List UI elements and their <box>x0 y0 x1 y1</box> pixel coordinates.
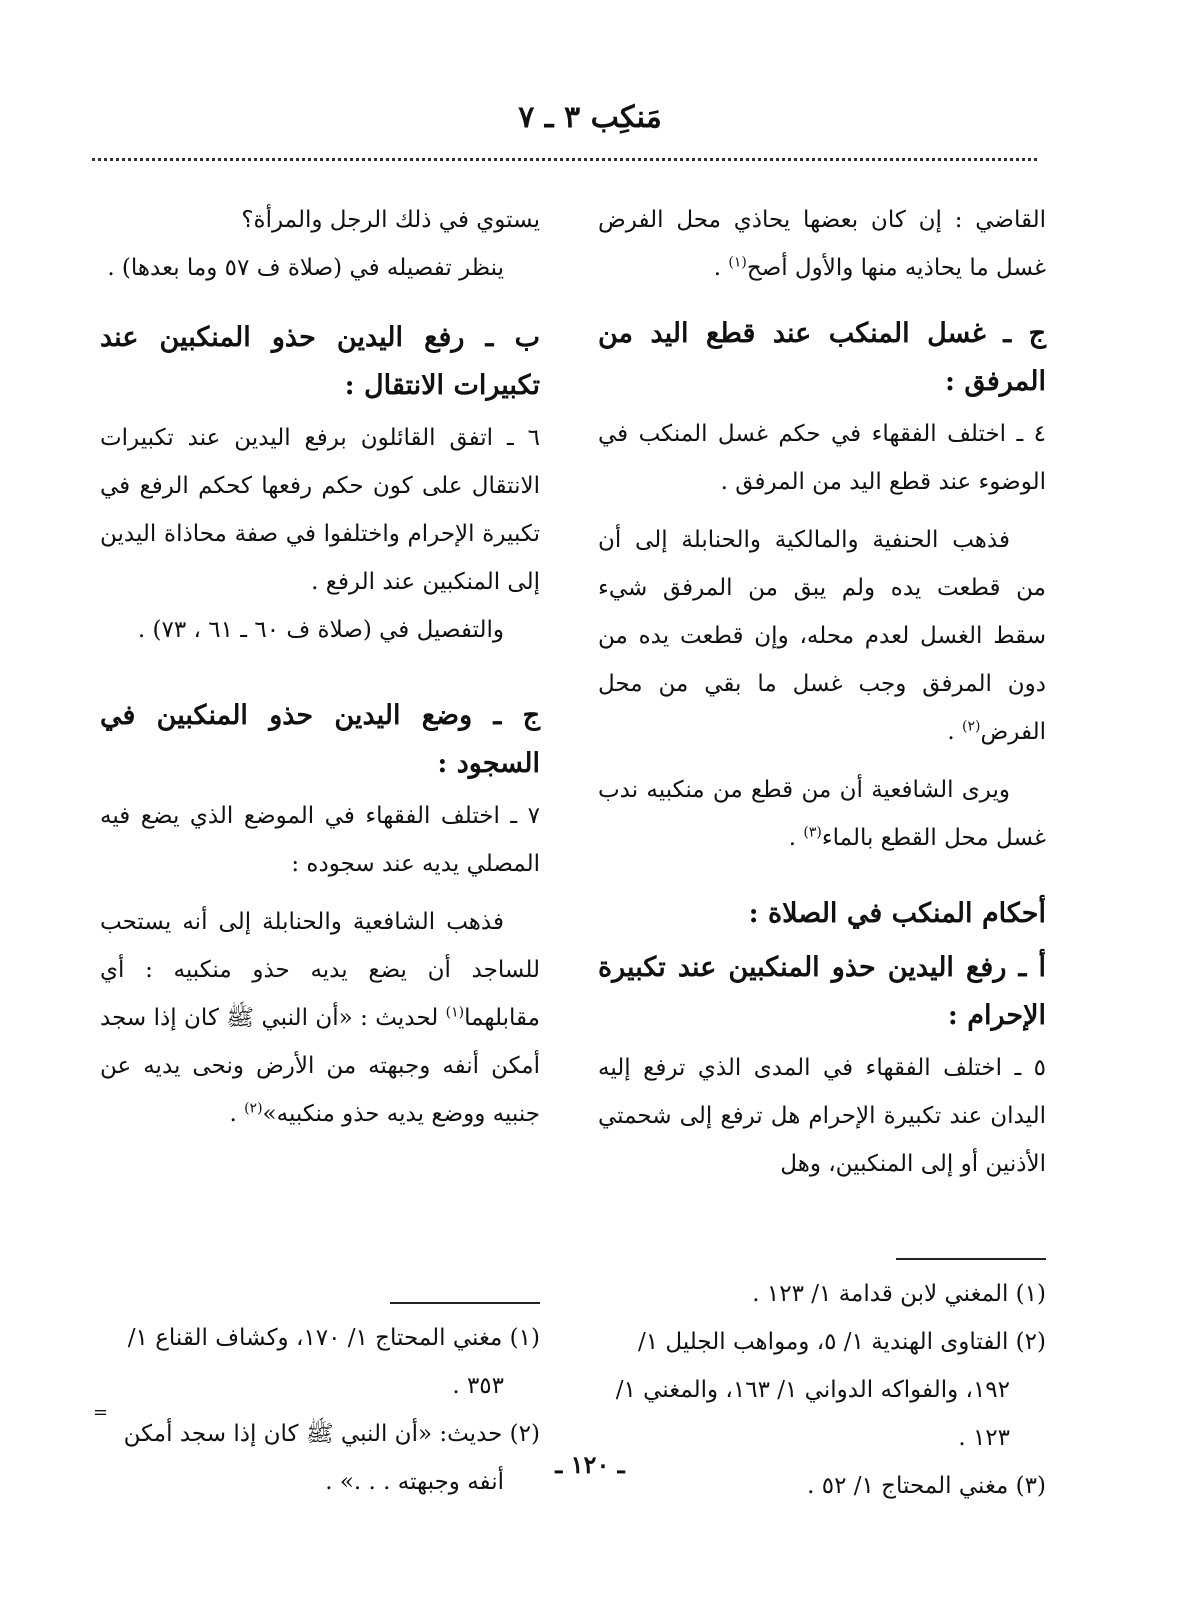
footnote-rule <box>896 1258 1046 1260</box>
paragraph-7-shafii: فذهب الشافعية والحنابلة إلى أنه يستحب للساجد أن يضع يديه حذو منكبيه : أي مقابلهما$^{(١)}$ لحديث : «أن النبي ﷺ كان إذا سجد أمكن أنفه وجبهته من الأرض ونحى يديه عن جنبيه ووضع يديه حذو منكبيه»$^{(٢)}$ . <box>100 909 540 1127</box>
header-dotted-rule <box>92 158 1037 161</box>
footnote-item: (١) مغني المحتاج ١/ ١٧٠، وكشاف القناع ١/ ٣٥٣ . <box>127 1325 540 1399</box>
heading-washing-shoulder: ج ـ غسل المنكب عند قطع اليد من المرفق : <box>598 318 1046 397</box>
footnote-item: (٢) الفتاوى الهندية ١/ ٥، ومواهب الجليل ١/ ١٩٢، والفواكه الدواني ١/ ١٦٣، والمغني ١/ ١٢٣ . <box>615 1329 1046 1451</box>
heading-placing-hands-sujud: ج ـ وضع اليدين حذو المنكبين في السجود : <box>100 700 540 779</box>
page-number: ـ ١٢٠ ـ <box>555 1450 625 1479</box>
footnote-item: (٣) مغني المحتاج ١/ ٥٢ . <box>807 1473 1046 1499</box>
paragraph-4-shafii: ويرى الشافعية أن من قطع من منكبيه ندب غسل محل القطع بالماء$^{(٣)}$ . <box>598 777 1046 851</box>
paragraph-5-reference: ينظر تفصيله في (صلاة ف ٥٧ وما بعدها) . <box>107 255 504 281</box>
footnote-ref: (١) <box>445 1004 465 1021</box>
footnote-item: (٢) حديث: «أن النبي ﷺ كان إذا سجد أمكن أنفه وجبهته . . .» . <box>123 1421 540 1495</box>
paragraph-7: ٧ ـ اختلف الفقهاء في الموضع الذي يضع فيه المصلي يديه عند سجوده : <box>100 803 540 877</box>
heading-prayer-rulings: أحكام المنكب في الصلاة : <box>748 898 1046 929</box>
footnote-ref: (٢) <box>244 1100 263 1117</box>
footnote-item: (١) المغني لابن قدامة ١/ ١٢٣ . <box>752 1281 1046 1307</box>
paragraph-6-reference: والتفصيل في (صلاة ف ٦٠ ـ ٦١ ، ٧٣) . <box>137 617 504 643</box>
paragraph-continuation: القاضي : إن كان بعضها يحاذي محل الفرض غسل ما يحاذيه منها والأول أصح$^{(١)}$ . <box>598 207 1046 281</box>
left-column <box>100 196 540 1138</box>
footnote-ref: (٢) <box>962 718 981 735</box>
paragraph-5-continuation: يستوي في ذلك الرجل والمرأة؟ <box>241 207 540 233</box>
heading-raising-hands-ihram: أ ـ رفع اليدين حذو المنكبين عند تكبيرة الإحرام : <box>598 952 1046 1031</box>
paragraph-5: ٥ ـ اختلف الفقهاء في المدى الذي ترفع إليه اليدان عند تكبيرة الإحرام هل ترفع إلى شحمتي الأذنين أو إلى المنكبين، وهل <box>598 1055 1046 1177</box>
right-column <box>598 196 1046 1188</box>
footnote-ref: (٣) <box>803 824 822 841</box>
footnote-ref: (١) <box>728 254 747 271</box>
heading-raising-hands-transition: ب ـ رفع اليدين حذو المنكبين عند تكبيرات الانتقال : <box>100 322 540 401</box>
continuation-mark: = <box>93 1402 109 1423</box>
footnote-rule <box>390 1302 540 1304</box>
paragraph-4-hanafi: فذهب الحنفية والمالكية والحنابلة إلى أن من قطعت يده ولم يبق من المرفق شيء سقط الغسل لعدم محله، وإن قطعت يده من دون المرفق وجب غسل ما بقي من محل الفرض$^{(٢)}$ . <box>598 527 1046 745</box>
paragraph-6: ٦ ـ اتفق القائلون برفع اليدين عند تكبيرات الانتقال على كون حكم رفعها كحكم الرفع في تكبيرة الإحرام واختلفوا في صفة محاذاة اليدين إلى المنكبين عند الرفع . <box>100 425 540 595</box>
paragraph-4: ٤ ـ اختلف الفقهاء في حكم غسل المنكب في الوضوء عند قطع اليد من المرفق . <box>598 421 1046 495</box>
running-title: مَنكِب ٣ ـ ٧ <box>518 100 662 135</box>
